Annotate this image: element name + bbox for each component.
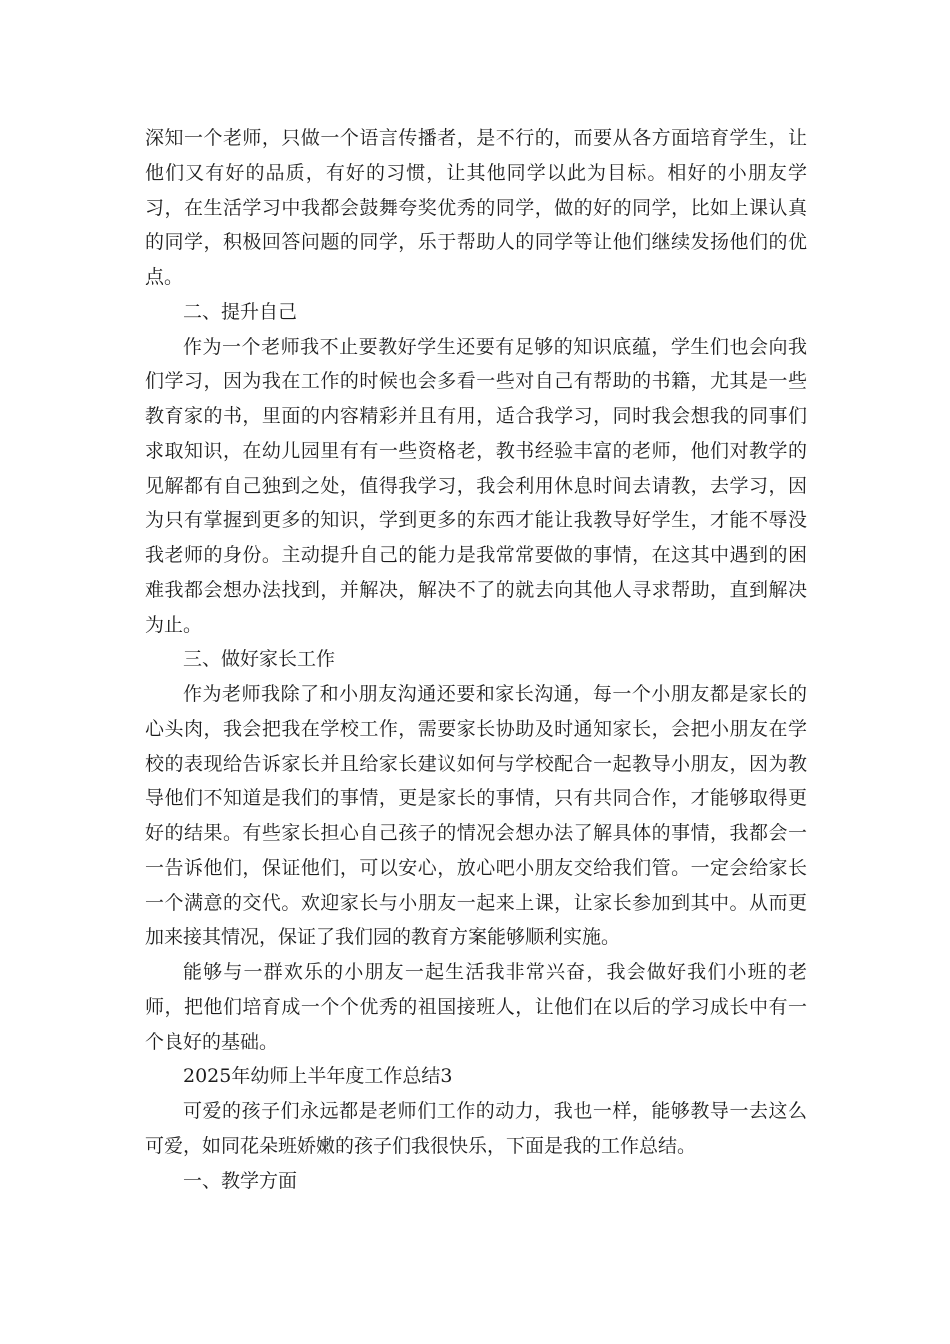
paragraph-3: 作为老师我除了和小朋友沟通还要和家长沟通，每一个小朋友都是家长的心头肉，我会把我在学校工作，需要家长协助及时通知家长，会把小朋友在学校的表现给告诉家长并且给家长建议如何与学校配合一起教导小朋友，因为教导他们不知道是我们的事情，更是家长的事情，只有共同合作，才能够取得更好的结果。有些家长担心自己孩子的情况会想办法了解具体的事情，我都会一一告诉他们，保证他们，可以安心，放心吧小朋友交给我们管。一定会给家长一个满意的交代。欢迎家长与小朋友一起来上课，让家长参加到其中。从而更加来接其情况，保证了我们园的教育方案能够顺利实施。 [145, 683, 807, 949]
paragraph-2: 作为一个老师我不止要教好学生还要有足够的知识底蕴，学生们也会向我们学习，因为我在工作的时候也会多看一些对自己有帮助的书籍，尤其是一些教育家的书，里面的内容精彩并且有用，适合我学习，同时我会想我的同事们求取知识，在幼儿园里有有一些资格老，教书经验丰富的老师，他们对教学的见解都有自己独到之处，值得我学习，我会利用休息时间去请教，去学习，因为只有掌握到更多的知识，学到更多的东西才能让我教导好学生，才能不辱没我老师的身份。主动提升自己的能力是我常常要做的事情，在这其中遇到的困难我都会想办法找到，并解决，解决不了的就去向其他人寻求帮助，直到解决为止。 [145, 335, 807, 636]
summary-title: 2025年幼师上半年度工作总结3 [183, 1065, 453, 1088]
paragraph-5: 可爱的孩子们永远都是老师们工作的动力，我也一样，能够教导一去这么可爱，如同花朵班娇嫩的孩子们我很快乐，下面是我的工作总结。 [145, 1100, 807, 1157]
section-heading-3: 三、做好家长工作 [183, 648, 336, 671]
paragraph-1: 深知一个老师，只做一个语言传播者，是不行的，而要从各方面培育学生，让他们又有好的品质，有好的习惯，让其他同学以此为目标。相好的小朋友学习，在生活学习中我都会鼓舞夸奖优秀的同学，做的好的同学，比如上课认真的同学，积极回答问题的同学，乐于帮助人的同学等让他们继续发扬他们的优点。 [145, 127, 807, 288]
section-heading-1: 一、教学方面 [183, 1169, 298, 1192]
section-heading-2: 二、提升自己 [183, 300, 298, 323]
document-body [145, 121, 807, 1198]
paragraph-4: 能够与一群欢乐的小朋友一起生活我非常兴奋，我会做好我们小班的老师，把他们培育成一个个优秀的祖国接班人，让他们在以后的学习成长中有一个良好的基础。 [145, 961, 807, 1053]
